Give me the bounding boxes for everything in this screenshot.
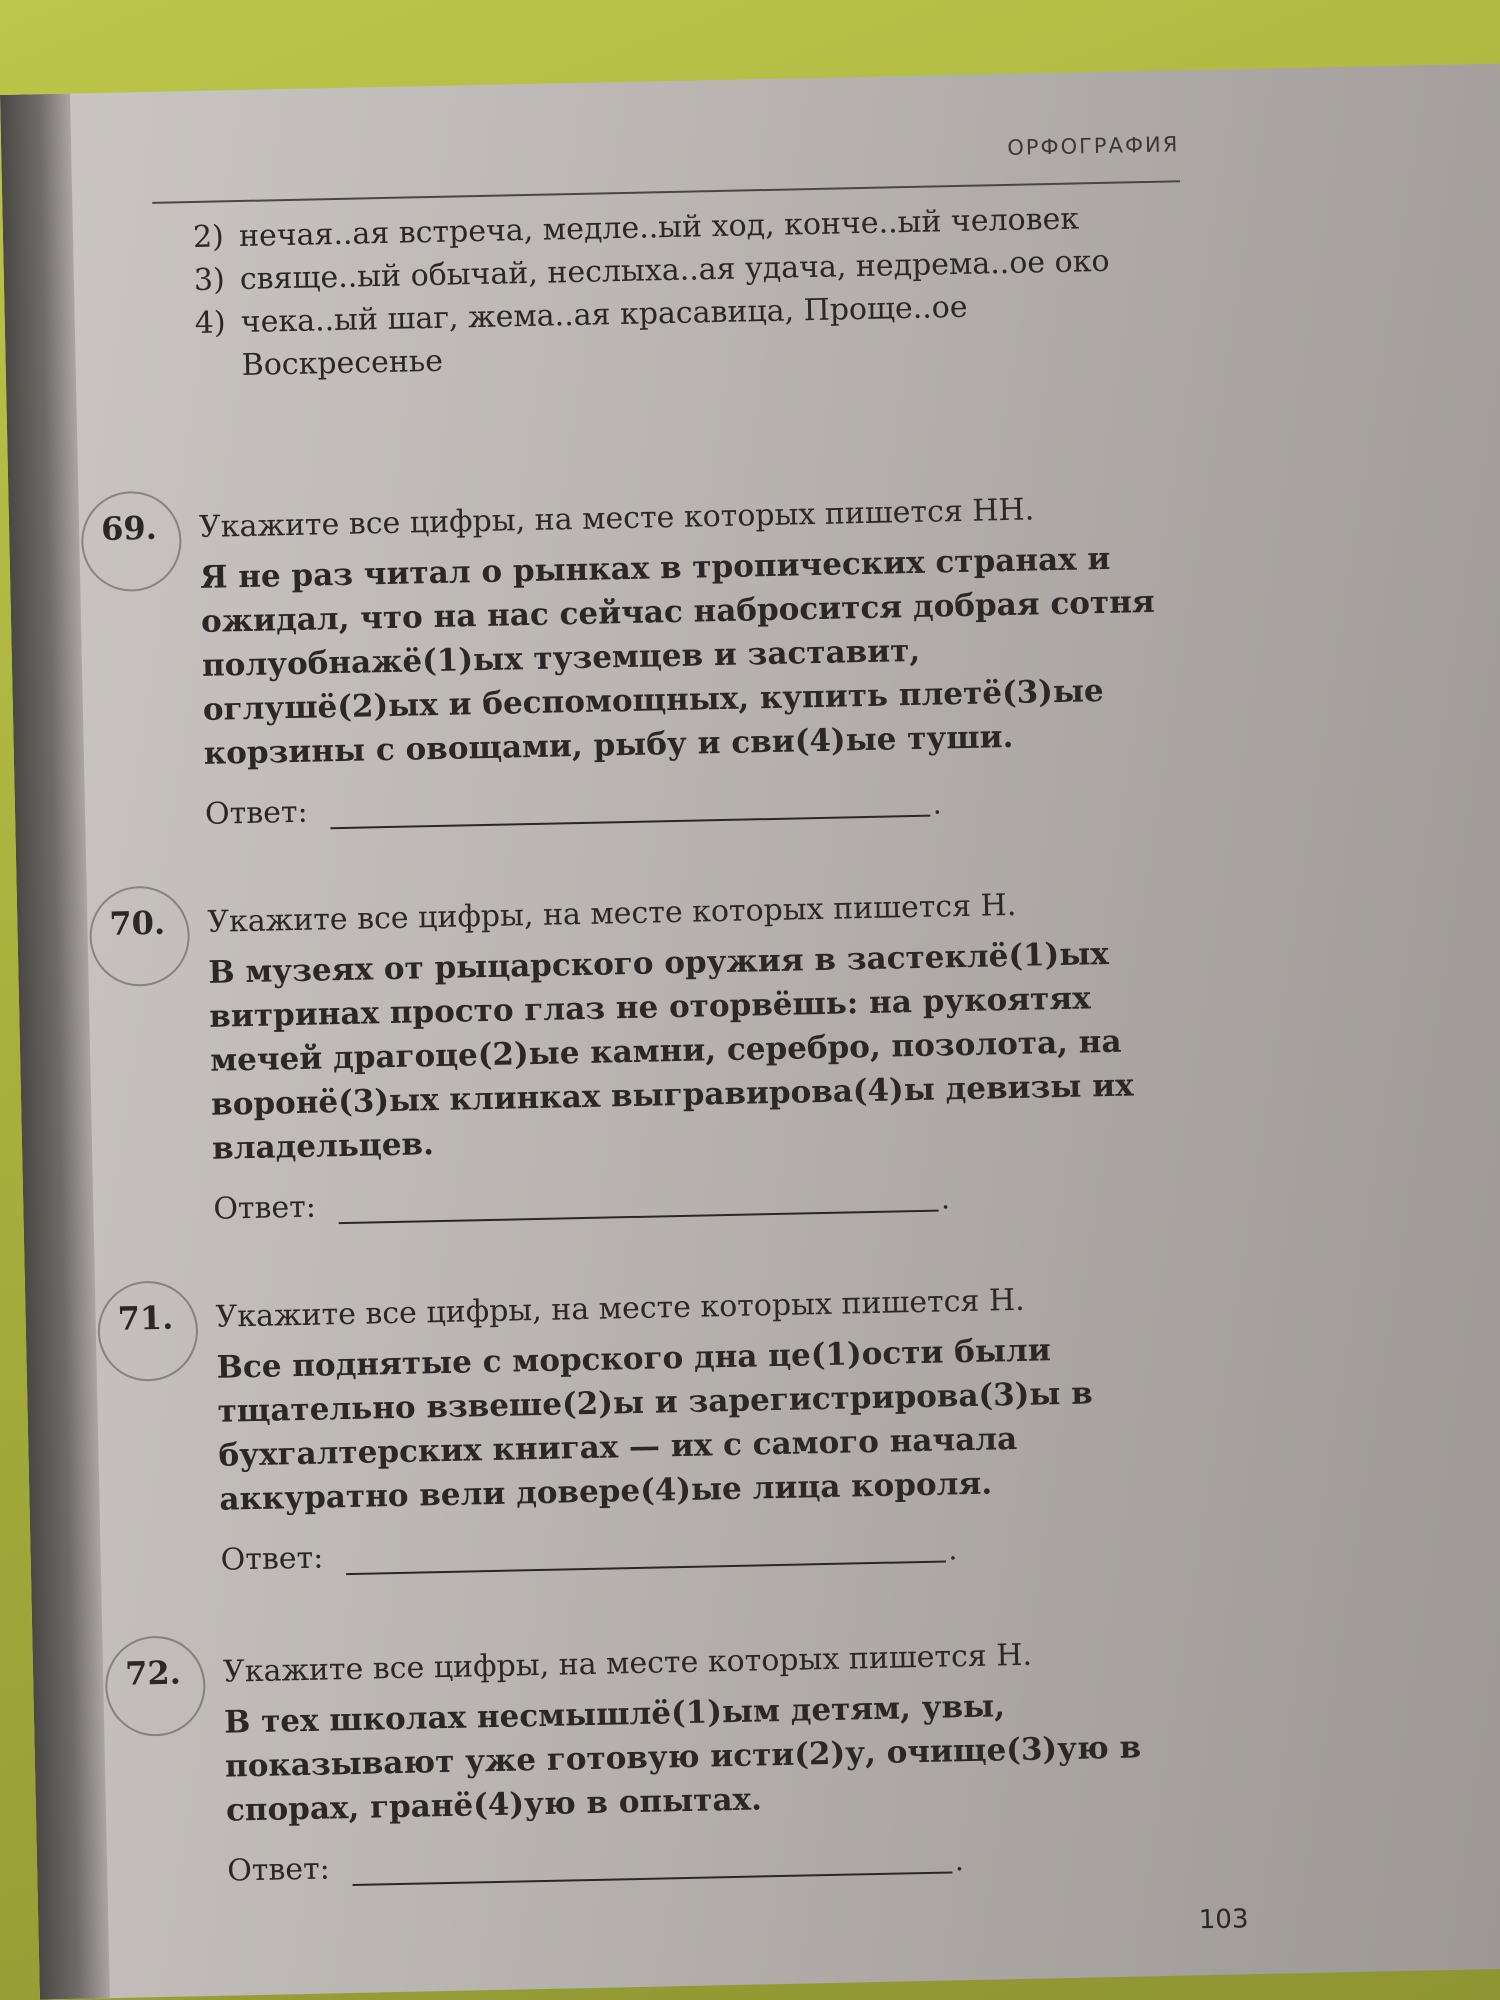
answer-label: Ответ: [226,1851,331,1889]
task-72 [124,1631,1188,1889]
answer-label: Ответ: [220,1540,324,1578]
answer-input-line[interactable]: . [351,1837,952,1886]
task-70 [108,881,1174,1227]
answer-input-line[interactable]: . [345,1527,946,1576]
task-text: Все поднятые с морского дна це(1)ости были тщательно взвеше(2)ы и зарегистрирова(3)ы в бухгалтерских книгах — их с самого начала аккуратно вели довере(4)ые лица короля. [216,1332,1094,1518]
answer-input-line[interactable]: . [329,781,930,830]
page-number: 103 [1198,1904,1249,1936]
answer-input-line[interactable]: . [338,1176,939,1225]
option-item [194,282,1136,388]
page-content [100,70,1249,1995]
task-instruction: Укажите все цифры, на месте которых пишется Н. [222,1637,1033,1690]
answer-row [205,776,1166,832]
task-number: 71. [117,1298,174,1338]
task-69 [100,486,1166,832]
task-text: В музеях от рыцарского оружия в застеклё(1)ых витринах просто глаз не оторвёшь: на рукоятях мечей драгоце(2)ые камни, серебро, позолота, на воронё(3)ых клинках выгравирова(4)ы девизы их владельцев. [208,935,1134,1167]
option-text: чека..ый шаг, жема..ая красавица, Проще..ое Воскресенье [240,289,968,383]
book-page [0,64,1500,2000]
answer-label: Ответ: [213,1189,317,1227]
task-71 [117,1276,1181,1578]
options-list [193,196,1136,388]
task-instruction: Укажите все цифры, на месте которых пишется Н. [215,1282,1025,1335]
running-head: ОРФОГРАФИЯ [1007,132,1180,160]
option-text: свяще..ый обычай, неслыха..ая удача, недрема..ое око [239,243,1110,298]
option-number: 2) [192,219,225,255]
answer-row [227,1833,1188,1889]
task-number: 69. [100,508,158,548]
task-number: 70. [108,903,166,943]
task-number: 72. [124,1653,182,1693]
answer-label: Ответ: [204,794,309,832]
task-instruction: Укажите все цифры, на месте которых пишется НН. [198,492,1035,545]
option-text: нечая..ая встреча, медле..ый ход, конче..ый человек [238,201,1080,255]
option-number: 3) [193,262,226,298]
option-number: 4) [194,305,226,341]
answer-row [213,1171,1174,1227]
task-text: Я не раз читал о рынках в тропических странах и ожидал, что на нас сейчас набросится добрая сотня полуобнажё(1)ых туземцев и заставит, оглушё(2)ых и беспомощных, купить плетё(3)ые корзины с овощами, рыбу и сви(4)ые туши. [199,540,1156,772]
task-instruction: Укажите все цифры, на месте которых пишется Н. [207,887,1017,940]
answer-row [220,1522,1181,1578]
task-text: В тех школах несмышлё(1)ым детям, увы, показывают уже готовую исти(2)у, очище(3)ую в спорах, гранё(4)ую в опытах. [223,1688,1142,1829]
